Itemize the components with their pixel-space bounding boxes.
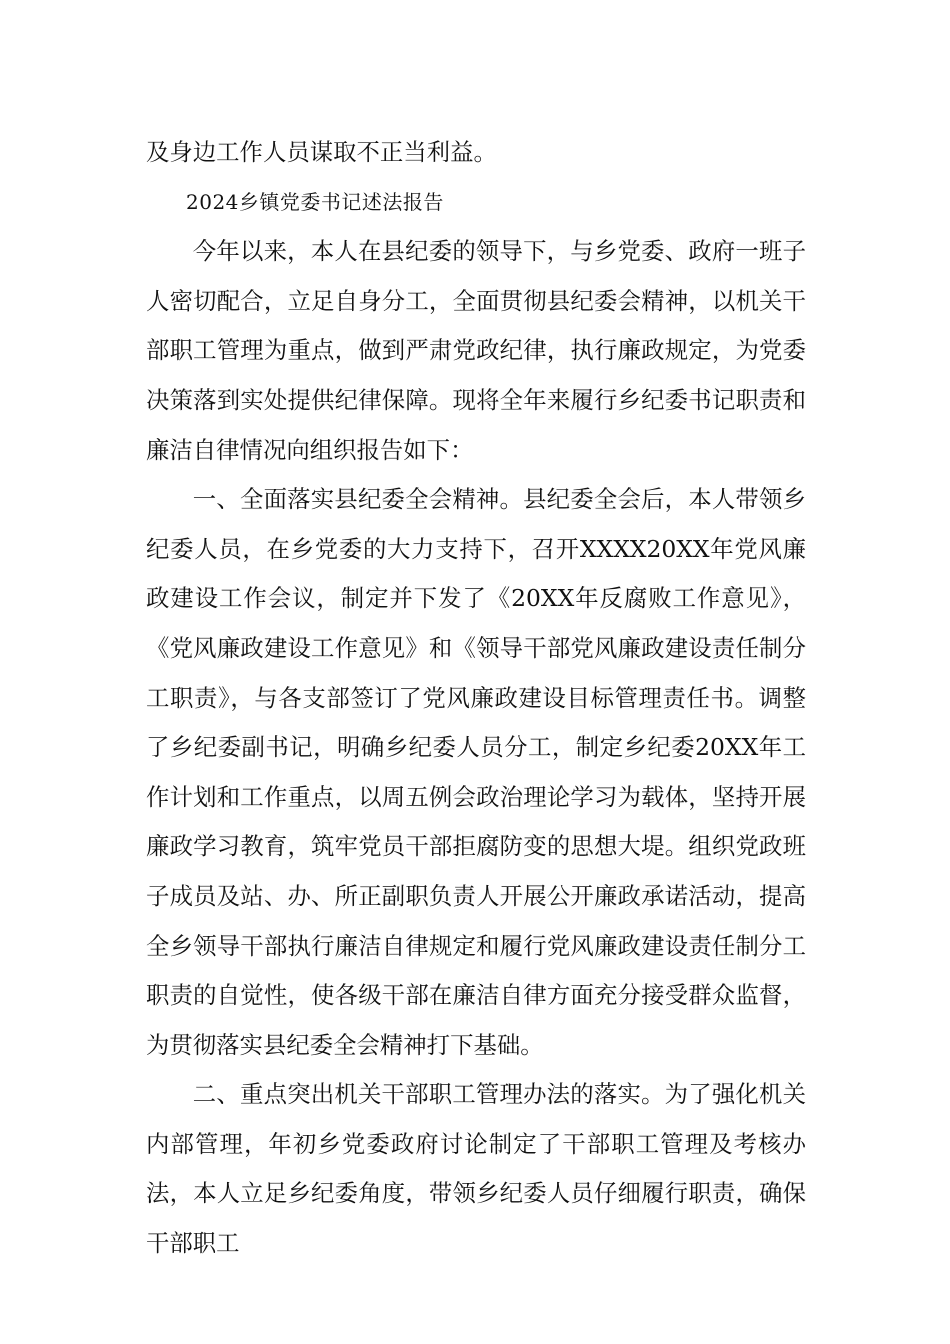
document-body: [146, 128, 806, 1269]
paragraph-intro: 今年以来，本人在县纪委的领导下，与乡党委、政府一班子人密切配合，立足自身分工，全面贯彻县纪委会精神，以机关干部职工管理为重点，做到严肃党政纪律，执行廉政规定，为党委决策落到实处提供纪律保障。现将全年来履行乡纪委书记职责和廉洁自律情况向组织报告如下：: [146, 237, 806, 464]
paragraph-section-two: 二、重点突出机关干部职工管理办法的落实。为了强化机关内部管理，年初乡党委政府讨论制定了干部职工管理及考核办法，本人立足乡纪委角度，带领乡纪委人员仔细履行职责，确保干部职工: [146, 1080, 806, 1258]
paragraph-continuation: 及身边工作人员谋取不正当利益。: [146, 138, 497, 166]
paragraph-section-one: 一、全面落实县纪委全会精神。县纪委全会后，本人带领乡纪委人员，在乡党委的大力支持下，召开XXXX20XX年党风廉政建设工作会议，制定并下发了《20XX年反腐败工作意见》，《党风廉政建设工作意见》和《领导干部党风廉政建设责任制分工职责》，与各支部签订了党风廉政建设目标管理责任书。调整了乡纪委副书记，明确乡纪委人员分工，制定乡纪委20XX年工作计划和工作重点，以周五例会政治理论学习为载体，坚持开展廉政学习教育，筑牢党员干部拒腐防变的思想大堤。组织党政班子成员及站、办、所正副职负责人开展公开廉政承诺活动，提高全乡领导干部执行廉洁自律规定和履行党风廉政建设责任制分工职责的自觉性，使各级干部在廉洁自律方面充分接受群众监督，为贯彻落实县纪委全会精神打下基础。: [146, 485, 806, 1059]
report-title: 2024乡镇党委书记述法报告: [186, 189, 444, 214]
